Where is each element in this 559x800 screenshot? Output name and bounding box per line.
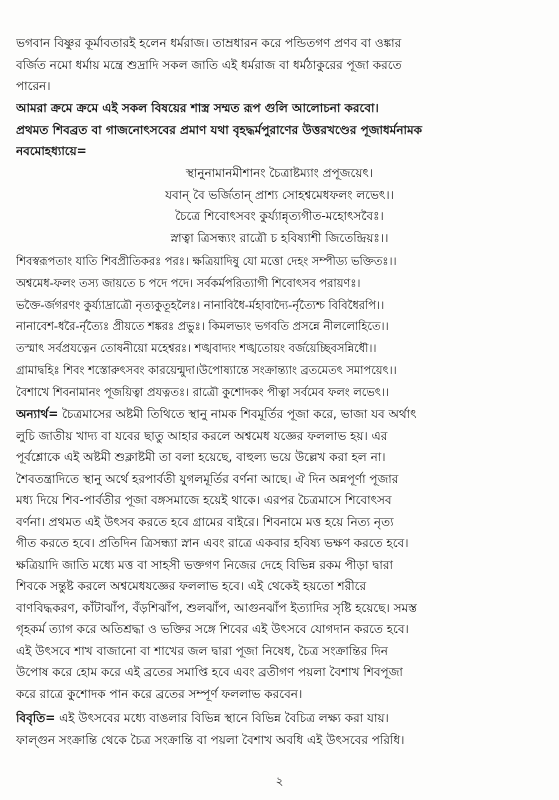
text-line: করে রাত্রে কুশোদক পান করে ব্রতের সম্পূর্ণ ফললাভ করবেন। (16, 686, 303, 701)
text-line: বর্জিত নমো ধর্মায় মন্ত্রে শুদ্রাদি সকল জাতি এই ধর্মরাজ বা ধর্মঠাকুরের পূজা করতে (16, 57, 402, 72)
verse-line: স্থানুনামানমীশানং চৈত্রাষ্টম্যাং প্রপূজয়েৎ। (185, 166, 374, 180)
text-line: লুচি জাতীয় খাদ্য বা যবের ছাতু আহার করলে অশ্বমেধ যজ্ঞের ফললাভ হয়। এর (16, 428, 388, 443)
text-line: শিবকে সন্তুষ্ট করলে অশ্বমেধযজ্ঞের ফললাভ হবে। এই থেকেই হয়তো শরীরে (16, 579, 367, 593)
sanskrit-verse-block (16, 251, 546, 404)
text-line: এই উৎসবে শাখ বাজানো বা শাখের জল দ্বারা পূজা নিষেধ, চৈত্র সংক্রান্তির দিন (16, 643, 388, 658)
intro-paragraph (16, 33, 543, 98)
text-line: গৃহকর্ম ত্যাগ করে অতিশ্রদ্ধা ও ভক্তির সঙ্গে শিবের এই উৎসবে যোগদান করতে হবে। (16, 622, 409, 636)
text-line: বাণবিদ্ধকরণ, কাঁটাঝাঁপ, বঁড়শিঝাঁপ, শুলঝাঁপ, আগুনঝাঁপ ইত্যাদির সৃষ্টি হয়েছে। সমস্ত (16, 600, 417, 615)
verse-line: ভক্তৈ-র্জগরণং কুর্য্যাদ্রাত্রৌ নৃত্যকুতূহলৈঃ। নানাবিধৈ-র্মহাবাদ্যৈ-র্নৃত্যৈশ্চ বিবিধৈরপি।। (16, 297, 385, 312)
text-line: অন্যার্থ= চৈত্রমাসের অষ্টমী তিথিতে স্থানু নামক শিবমূর্তির পূজা করে, ভাজা যব অর্থাৎ (16, 407, 417, 421)
meaning-paragraph (16, 404, 543, 705)
text-line: পূর্বশ্লোকে এই অষ্টমী শুক্লাষ্টমী তা বলা হয়েছে, বাহুল্য ভয়ে উল্লেখ করা হল না। (16, 450, 386, 464)
verse-line: নানাবেশ-ধরৈ-র্নৃত্যৈঃ প্রীয়তে শঙ্করঃ প্রভুঃ। কিমলভ্যং ভগবতি প্রসন্নে নীললোহিতে।। (16, 319, 389, 334)
verse-line: তস্মাৎ সর্বপ্রযত্নেন তোষনীয়ো মহেশ্বরঃ। শঙ্খবাদ্যং শঙ্খতোয়ং বর্জয়েচ্ছিবসন্নিধৌ।। (16, 341, 377, 356)
verse-line: শিবস্বরূপতাং যাতি শিবপ্রীতিকরঃ পরঃ। ক্ষত্রিয়াদিষু যো মত্তো দেহং সম্পীড্য ভক্তিতঃ।। (16, 254, 397, 268)
text-line: শৈবতন্ত্রাদিতে স্থানু অর্থে হরপার্বতী যুগলমূর্তির বর্ণনা আছে। ঐ দিন অন্নপূর্ণা পূজার (16, 471, 399, 486)
page-number: ২ (275, 774, 284, 788)
text-line: বর্ণনা। প্রথমত এই উৎসব করতে হবে গ্রামের বাইরে। শিবনামে মত্ত হয়ে নিত্য নৃত্য (16, 514, 394, 529)
text-line: উপোষ করে হোম করে এই ব্রতের সমাপ্তি হবে এবং ব্রতীগণ পয়লা বৈশাখ শিবপূজা (16, 665, 403, 679)
text-line: ফাল্গুন সংক্রান্তি থেকে চৈত্র সংক্রান্তি বা পয়লা বৈশাখ অবধি এই উৎসবের পরিধি। (16, 732, 405, 747)
text-line: মধ্য দিয়ে শিব-পার্বতীর পূজা বঙ্গসমাজে হয়েই থাকে। এরপর চৈত্রমাসে শিবোৎসব (16, 493, 392, 507)
text-line: ভগবান বিষ্ণুর কূর্মাবতারই হলেন ধর্মরাজ। তাম্রধারন করে পন্ডিতগণ প্রণব বা ওঙ্কার (16, 36, 402, 50)
text-line: বিবৃতি= এই উৎসবের মধ্যে বাঙলার বিভিন্ন স্থানে বিভিন্ন বৈচিত্র লক্ষ্য করা যায়। (16, 711, 389, 725)
verse-line: গ্রামাদ্বহিঃ শিবং শস্তোরুৎসবং কারয়েন্মুদা।উপোষ্যান্তে সংক্রান্ত্যাং ব্রতমেতৎ সমাপয়েৎ।। (16, 362, 397, 377)
verse-line: অশ্বমেধ-ফলং তস্য জায়তে চ পদে পদে। সর্বকর্মপরিত্যাগী শিবোৎসব পরায়ণঃ। (16, 275, 361, 290)
text-line: ক্ষত্রিয়াদি জাতি মধ্যে মত্ত বা সাহসী ভক্তগণ নিজের দেহে বিভিন্ন রকম পীড়া দ্বারা (16, 557, 393, 572)
text-line: নবমোহধ্যায়ে= (16, 144, 87, 158)
verse-line: যবান্ বৈ ভর্জিতান্ প্রাশ্য সোহশ্বমেধফলং লভেৎ।। (165, 187, 394, 202)
verse-line: স্নাত্বা ত্রিসন্ধ্যং রাত্রৌ চ হবিষ্যাশী জিতেন্দ্রিয়ঃ।। (170, 231, 389, 246)
text-line: গীত করতে হবে। প্রতিদিন ত্রিসন্ধ্যা স্নান এবং রাত্রে একবার হবিষ্য ভক্ষণ করতে হবে। (16, 536, 409, 550)
text-line: আমরা ক্রমে ক্রমে এই সকল বিষয়ের শাস্ত্র সম্মত রূপ গুলি আলোচনা করবো। (16, 101, 379, 115)
note-paragraph (16, 708, 543, 751)
verse-line: বৈশাখে শিবনামানং পূজয়িত্বা প্রযত্নতঃ। রাত্রৌ কুশোদকং পীত্বা সর্বমেব ফলং লভেৎ।। (16, 384, 390, 399)
note-label: বিবৃতি= (16, 711, 56, 725)
section-intro-paragraph (16, 98, 543, 163)
verse-line: চৈত্রে শিবোৎসবং কুর্য্যান্নৃত্যগীত-মহোৎসবৈঃ। (175, 209, 384, 224)
meaning-label: অন্যার্থ= (16, 407, 59, 421)
text-line: প্রথমত শিবব্রত বা গাজনোৎসবের প্রমাণ যথা বৃহদ্ধর্মপুরাণের উত্তরখণ্ডের পূজাধর্মনামক (16, 122, 423, 137)
sanskrit-verse-centered (0, 163, 559, 250)
text-line: পারেন। (16, 79, 51, 93)
